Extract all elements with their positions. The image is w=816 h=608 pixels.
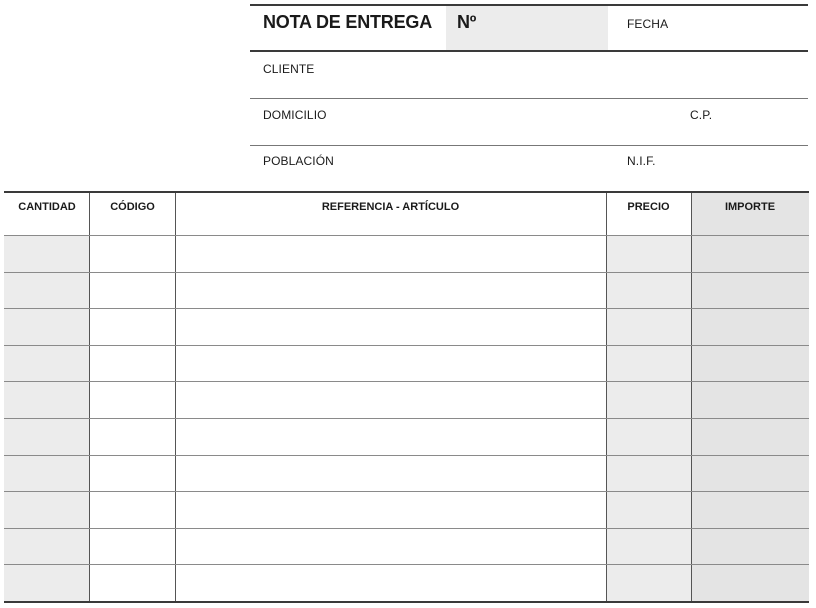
importe-column-shade bbox=[692, 193, 809, 602]
table-row[interactable] bbox=[4, 272, 809, 273]
table-row[interactable] bbox=[4, 235, 809, 236]
client-label: CLIENTE bbox=[263, 62, 315, 76]
table-row[interactable] bbox=[4, 381, 809, 382]
number-label: Nº bbox=[457, 12, 477, 32]
column-header-cantidad: CANTIDAD bbox=[18, 201, 76, 213]
table-row[interactable] bbox=[4, 564, 809, 565]
column-separator bbox=[691, 193, 692, 602]
column-header-codigo: CÓDIGO bbox=[110, 201, 155, 213]
column-separator bbox=[175, 193, 176, 602]
header-rule-2 bbox=[250, 98, 808, 99]
table-row[interactable] bbox=[4, 308, 809, 309]
precio-column-shade bbox=[607, 236, 691, 602]
table-row[interactable] bbox=[4, 528, 809, 529]
column-separator bbox=[89, 193, 90, 602]
column-header-precio: PRECIO bbox=[627, 201, 670, 213]
town-label: POBLACIÓN bbox=[263, 154, 334, 168]
table-row[interactable] bbox=[4, 418, 809, 419]
header-rule-3 bbox=[250, 145, 808, 146]
column-header-importe: IMPORTE bbox=[724, 201, 776, 213]
postal-code-label: C.P. bbox=[690, 108, 713, 122]
table-bottom-rule bbox=[4, 601, 809, 603]
address-label: DOMICILIO bbox=[263, 108, 327, 122]
cantidad-column-shade bbox=[4, 236, 89, 602]
document-title: NOTA DE ENTREGA bbox=[263, 12, 433, 32]
header-rule-1 bbox=[250, 50, 808, 52]
table-row[interactable] bbox=[4, 345, 809, 346]
column-separator bbox=[606, 193, 607, 602]
tax-id-label: N.I.F. bbox=[627, 154, 656, 168]
column-header-referencia: REFERENCIA - ARTÍCULO bbox=[321, 201, 460, 213]
table-row[interactable] bbox=[4, 455, 809, 456]
table-row[interactable] bbox=[4, 491, 809, 492]
date-label: FECHA bbox=[627, 17, 669, 31]
